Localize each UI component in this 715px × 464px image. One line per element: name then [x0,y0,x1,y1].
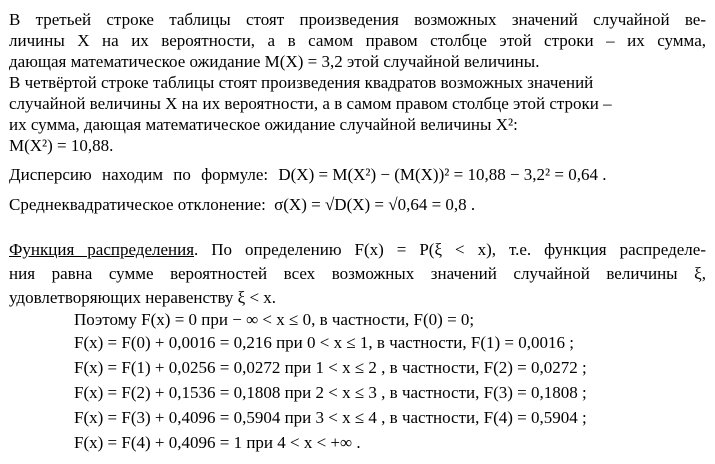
case-line-2: F(x) = F(1) + 0,0256 = 0,0272 при 1 < x ≤ 2 , в частности, F(2) = 0,0272 ; [74,358,587,377]
paragraph2-line2: случайной величины X на их вероятности, а в самом правом столбце этой строки – [9,94,612,113]
variance-formula: D(X) = M(X²) − (M(X))² = 10,88 − 3,2² = 0,64 . [278,165,607,184]
paragraph2-line3: их сумма, дающая математическое ожидание случайной величины X²: [9,115,518,134]
distribution-line1 [9,240,706,260]
paragraph1-line3: дающая математическое ожидание M(X) = 3,2 этой случайной величины. [9,52,540,71]
paragraph2-line4: M(X²) = 10,88. [9,136,114,155]
case-line-5: F(x) = F(4) + 0,4096 = 1 при 4 < x < +∞ . [74,433,361,452]
std-dev-line [9,195,475,215]
distribution-line1-text: . По определению F(x) = P(ξ < x), т.е. функция распределе- [194,240,706,259]
std-dev-formula: σ(X) = √D(X) = √0,64 = 0,8 . [274,195,476,214]
distribution-line2: ния равна сумме вероятностей всех возможных значений случайной величины ξ, [9,264,706,283]
case-line-4: F(x) = F(3) + 0,4096 = 0,5904 при 3 < x ≤ 4 , в частности, F(4) = 0,5904 ; [74,408,587,427]
case-line-3: F(x) = F(2) + 0,1536 = 0,1808 при 2 < x ≤ 3 , в частности, F(3) = 0,1808 ; [74,383,587,402]
paragraph1-line1: В третьей строке таблицы стоят произведения возможных значений случайной ве- [9,10,706,29]
case-line-1: F(x) = F(0) + 0,0016 = 0,216 при 0 < x ≤ 1, в частности, F(1) = 0,0016 ; [74,333,574,352]
distribution-title: Функция распределения [9,240,195,259]
case-line-0: Поэтому F(x) = 0 при − ∞ < x ≤ 0, в частности, F(0) = 0; [74,310,475,329]
variance-label: Дисперсию находим по формуле: [9,165,269,184]
distribution-line3: удовлетворяющих неравенству ξ < x. [9,288,277,307]
paragraph1-line2: личины X на их вероятности, а в самом правом столбце этой строки – их сумма, [9,31,706,50]
std-dev-label: Среднеквадратическое отклонение: [9,195,266,214]
paragraph2-line1: В четвёртой строке таблицы стоят произведения квадратов возможных значений [9,73,594,92]
variance-line [9,165,606,185]
